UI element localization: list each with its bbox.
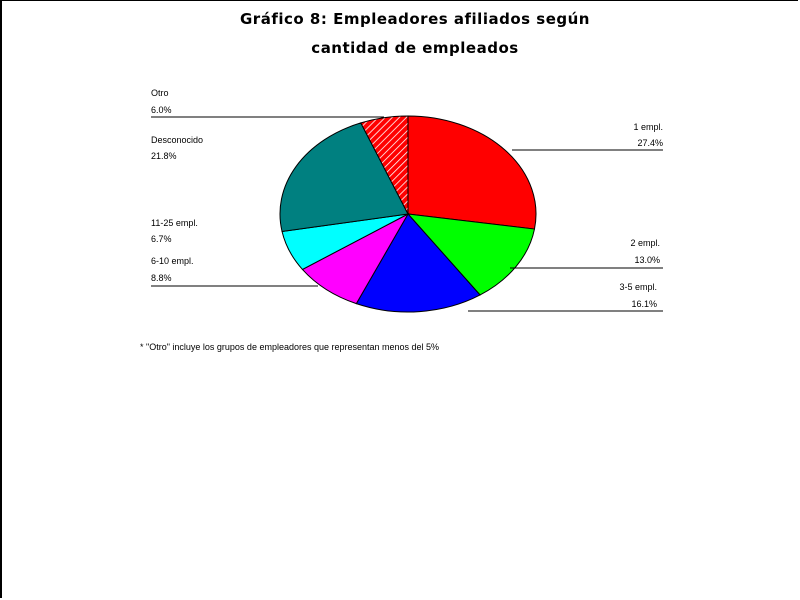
chart-title: Gráfico 8: Empleadores afiliados según <box>240 10 590 28</box>
slice-label-3: 6-10 empl. <box>151 256 194 266</box>
chart-subtitle: cantidad de empleados <box>311 39 519 57</box>
chart-footnote: * "Otro" incluye los grupos de empleadores que representan menos del 5% <box>140 342 440 352</box>
pie-slice-0 <box>408 116 536 229</box>
slice-percent-4: 6.7% <box>151 234 172 244</box>
slice-percent-1: 13.0% <box>634 255 660 265</box>
slice-percent-5: 21.8% <box>151 151 177 161</box>
slice-label-4: 11-25 empl. <box>151 218 198 228</box>
slice-percent-0: 27.4% <box>637 138 663 148</box>
slice-percent-3: 8.8% <box>151 273 172 283</box>
slice-label-0: 1 empl. <box>633 122 663 132</box>
slice-label-1: 2 empl. <box>630 238 660 248</box>
slice-label-6: Otro <box>151 88 169 98</box>
slice-label-5: Desconocido <box>151 135 204 145</box>
slice-percent-2: 16.1% <box>631 299 657 309</box>
slice-percent-6: 6.0% <box>151 105 172 115</box>
slice-label-2: 3-5 empl. <box>619 282 657 292</box>
